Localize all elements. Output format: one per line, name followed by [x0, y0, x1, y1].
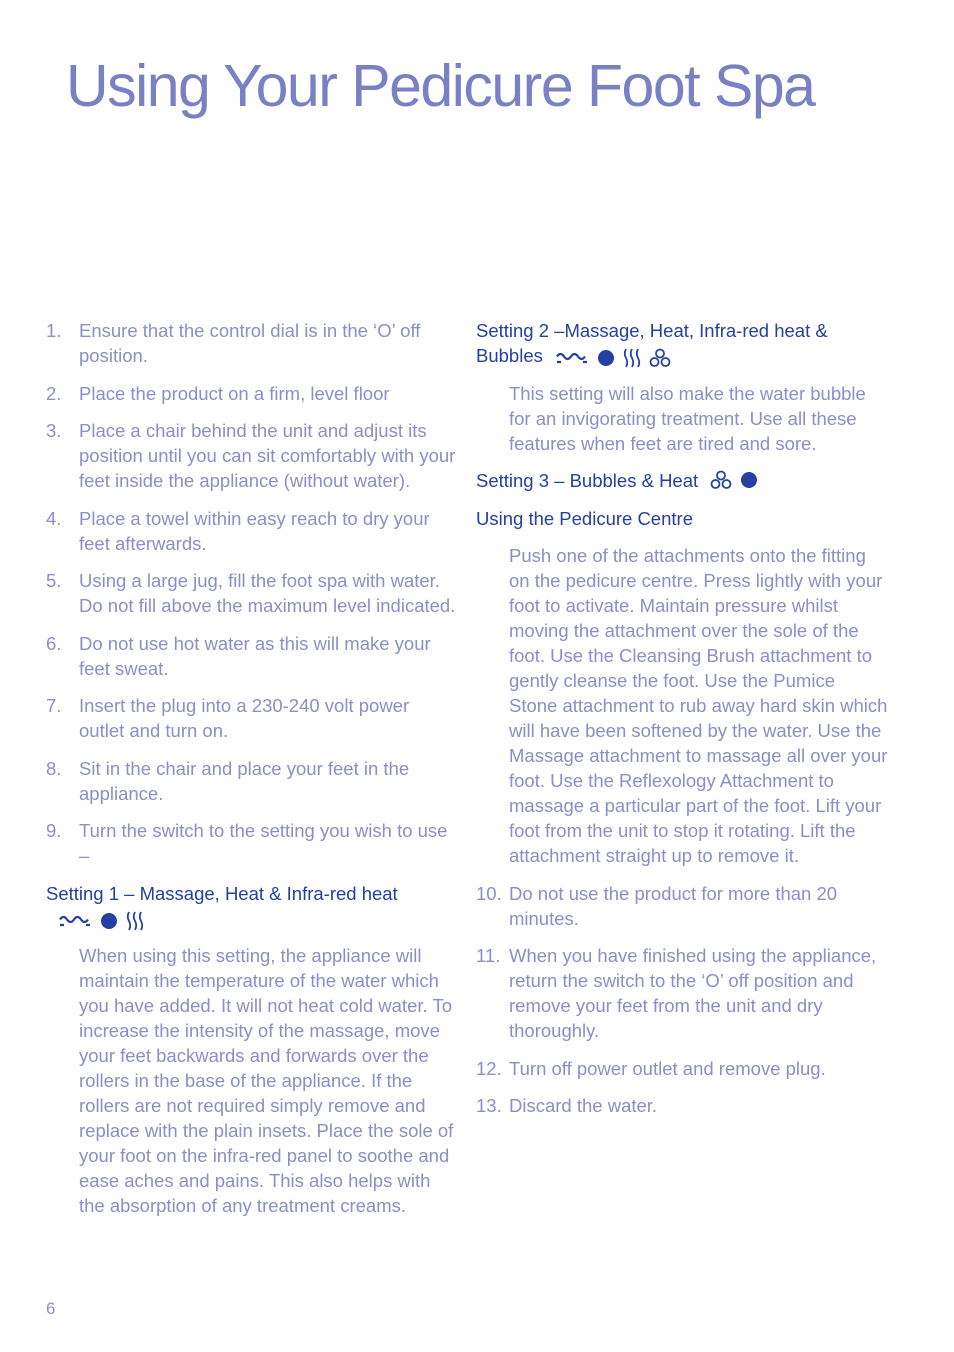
setting-1-symbols [58, 911, 144, 931]
item-text: When you have finished using the appliance, return the switch to the ‘O’ off position and remove your feet from the unit and dry thoroughly. [509, 945, 877, 1041]
setting-3-symbols [710, 470, 758, 490]
wavy-lines-infrared-icon [623, 348, 641, 368]
item-text: Ensure that the control dial is in the ‘O’ off position. [79, 320, 421, 366]
setting-1-body: When using this setting, the appliance will maintain the temperature of the water which you have added. It will not heat cold water. To increase the intensity of the massage, move your feet backwards and forwards over the rollers in the base of the appliance. If the rollers are not required simply remove and replace with the plain insets. Place the sole of your foot on the infra-red panel to soothe and ease aches and pains. This also helps with the absorption of any treatment creams. [79, 945, 454, 1216]
list-item [46, 818, 458, 868]
item-text: Do not use hot water as this will make your feet sweat. [79, 632, 431, 679]
item-number: 1. [46, 320, 62, 341]
setting-2-symbols [555, 348, 671, 368]
list-item [476, 943, 888, 1043]
setting-2-heading [476, 318, 888, 368]
item-text: Insert the plug into a 230-240 volt power outlet and turn on. [79, 695, 410, 741]
filled-circle-heat-icon [740, 471, 758, 489]
three-circles-bubbles-icon [649, 348, 671, 368]
page-title: Using Your Pedicure Foot Spa [66, 53, 815, 119]
wave-massage-icon [555, 351, 589, 365]
list-item [46, 631, 458, 681]
item-text: Place a chair behind the unit and adjust its position until you can sit comfortably with your feet inside the appliance (without water). [79, 420, 456, 491]
item-number: 10. [476, 882, 502, 904]
list-item [46, 756, 458, 806]
pedicure-centre-heading: Using the Pedicure Centre [476, 507, 693, 529]
left-column [46, 318, 458, 1231]
item-text: Sit in the chair and place your feet in the appliance. [79, 757, 410, 804]
list-item [476, 1093, 888, 1118]
setting-2-heading-text: Setting 2 –Massage, Heat, Infra-red heat & Bubbles [476, 320, 828, 366]
item-number: 7. [46, 695, 62, 716]
right-column [476, 318, 888, 1131]
list-item [46, 693, 458, 743]
item-text: Do not use the product for more than 20 minutes. [509, 882, 838, 929]
wavy-lines-infrared-icon [126, 911, 144, 931]
item-number: 5. [46, 570, 62, 591]
setting-1-heading [46, 881, 458, 931]
item-number: 8. [46, 757, 62, 779]
instructions-list-right [476, 881, 888, 1119]
item-number: 6. [46, 632, 62, 654]
item-text: Turn off power outlet and remove plug. [509, 1057, 826, 1079]
item-number: 4. [46, 507, 62, 529]
page-number: 6 [46, 1299, 56, 1318]
item-number: 13. [476, 1095, 502, 1116]
item-text: Discard the water. [509, 1095, 658, 1116]
setting-3-heading [476, 468, 888, 493]
item-number: 2. [46, 382, 62, 404]
item-text: Using a large jug, fill the foot spa with water. Do not fill above the maximum level indicated. [79, 570, 456, 616]
pedicure-centre-body: Push one of the attachments onto the fitting on the pedicure centre. Press lightly with your foot to activate. Maintain pressure whilst moving the attachment over the sole of the foot. Use the Cleansing Brush attachment to gently cleanse the foot. Use the Pumice Stone attachment to rub away hard skin which will have been softened by the water. Use the Massage attachment to massage all over your foot. Use the Reflexology Attachment to massage a particular part of the foot. Lift your foot from the unit to stop it rotating. Lift the attachment straight up to remove it. [509, 545, 888, 866]
list-item [46, 318, 458, 368]
setting-1-heading-text: Setting 1 – Massage, Heat & Infra-red heat [46, 882, 398, 904]
three-circles-bubbles-icon [710, 470, 732, 490]
list-item [476, 881, 888, 931]
item-number: 11. [476, 945, 501, 966]
item-text: Place the product on a firm, level floor [79, 382, 390, 404]
item-text: Turn the switch to the setting you wish to use – [79, 820, 448, 866]
list-item [46, 381, 458, 406]
setting-2-body: This setting will also make the water bubble for an invigorating treatment. Use all these features when feet are tired and sore. [509, 382, 866, 454]
list-item [46, 506, 458, 556]
filled-circle-heat-icon [597, 349, 615, 367]
list-item [476, 1056, 888, 1081]
filled-circle-heat-icon [100, 912, 118, 930]
setting-3-heading-text: Setting 3 – Bubbles & Heat [476, 470, 699, 491]
item-number: 9. [46, 820, 62, 841]
item-number: 12. [476, 1057, 502, 1079]
instructions-list-left [46, 318, 458, 868]
list-item [46, 568, 458, 618]
list-item [46, 418, 458, 493]
wave-massage-icon [58, 914, 92, 928]
item-text: Place a towel within easy reach to dry your feet afterwards. [79, 507, 430, 554]
item-number: 3. [46, 420, 62, 441]
